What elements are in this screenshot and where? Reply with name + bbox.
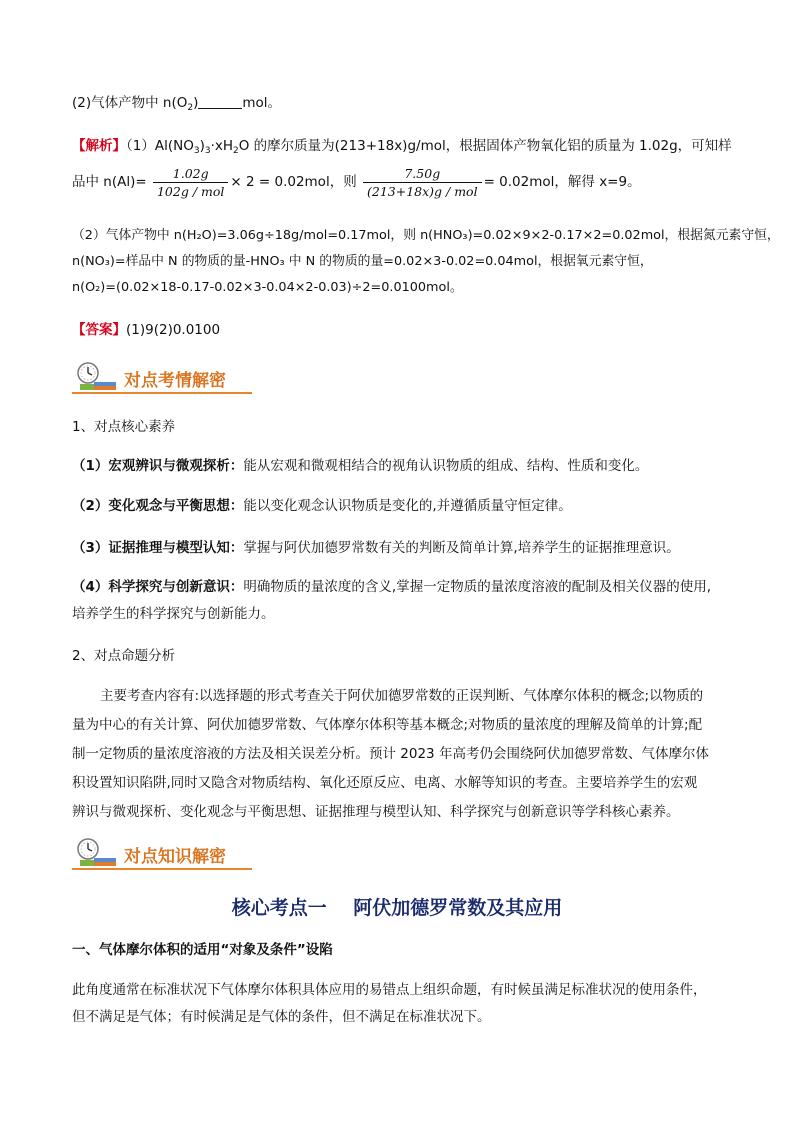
section-banner-knowledge [72,836,252,870]
analysis-tag: 【解析】 [72,138,126,154]
trap-heading: 一、气体摩尔体积的适用“对象及条件”设陷 [72,942,333,958]
analysis-para-line-4: 积设置知识陷阱,同时又隐含对物质结构、氧化还原反应、电离、水解等知识的考查。主要培养学生的宏观 [72,775,698,791]
fraction-2: $\frac{7.50g}{\text{(213+18x)g / mol}}$ [363,165,482,200]
analysis-line-5: n(O₂)=(0.02×18-0.17-0.02×3-0.04×2-0.03)÷2=0.0100mol。 [72,280,463,295]
section-1-heading: 1、对点核心素养 [72,419,176,435]
answer-blank [198,94,242,109]
section-banner-exam [72,360,252,394]
analysis-para-line-1: 主要考查内容有:以选择题的形式考查关于阿伏加德罗常数的正误判断、气体摩尔体积的概念;以物质的 [100,688,704,704]
answer-line: 【答案】(1)9(2)0.0100 [72,322,221,338]
analysis-para-line-5: 辨识与微观探析、变化观念与平衡思想、证据推理与模型认知、科学探究与创新意识等学科核心素养。 [72,804,680,820]
literacy-item-4: （4）科学探究与创新意识：明确物质的量浓度的含义,掌握一定物质的量浓度溶液的配制及相关仪器的使用, [72,579,711,595]
banner-underline [72,392,252,394]
clock-books-icon [72,360,118,392]
trap-line-2: 但不满足是气体；有时候满足是气体的条件，但不满足在标准状况下。 [72,1009,491,1025]
literacy-item-1: （1）宏观辨识与微观探析：能从宏观和微观相结合的视角认识物质的组成、结构、性质和变化。 [72,458,649,474]
analysis-line-1: 【解析】$(1)Al(NO_3)_3\cdot xH_2O$ 的摩尔质量为(213+18x)g/mol，根据固体产物氧化铝的质量为 1.02g，可知样 [72,138,732,156]
question-2-line: (2)气体产物中 $n(O_2)$ mol。 [72,95,282,113]
banner-underline [72,868,252,870]
literacy-item-4-cont: 培养学生的科学探究与创新能力。 [72,606,275,622]
analysis-line-4: n(NO₃)=样品中 N 的物质的量-HNO₃ 中 N 的物质的量=0.02×3-0.02=0.04mol，根据氧元素守恒， [72,254,653,269]
fraction-1: $\frac{1.02g}{\text{102g / mol}}$ [153,165,228,200]
section-2-heading: 2、对点命题分析 [72,648,176,664]
analysis-line-3: （2）气体产物中 n(H₂O)=3.06g÷18g/mol=0.17mol，则 n(HNO₃)=0.02×9×2-0.17×2=0.02mol，根据氮元素守恒， [72,228,780,243]
analysis-para-line-2: 量为中心的有关计算、阿伏加德罗常数、气体摩尔体积等基本概念;对物质的量浓度的理解及简单的计算;配 [72,717,703,733]
trap-line-1: 此角度通常在标准状况下气体摩尔体积具体应用的易错点上组织命题，有时候虽满足标准状况的使用条件， [72,982,707,998]
analysis-para-line-3: 制一定物质的量浓度溶液的方法及相关误差分析。预计 2023 年高考仍会围绕阿伏加德罗常数、气体摩尔体 [72,746,709,762]
core-point-title: 核心考点一 阿伏加德罗常数及其应用 [231,897,563,919]
banner-title: 对点考情解密 [124,371,226,391]
literacy-item-2: （2）变化观念与平衡思想：能以变化观念认识物质是变化的,并遵循质量守恒定律。 [72,498,572,514]
clock-books-icon [72,836,118,868]
literacy-item-3: （3）证据推理与模型认知：掌握与阿伏加德罗常数有关的判断及简单计算,培养学生的证据推理意识。 [72,540,680,556]
analysis-line-2: 品中 n(Al)= $\frac{1.02g}{\text{102g / mol}}$ × 2 = 0.02mol，则 $\frac{7.50g}{\text{(213+18x)g / mol}}$ = 0.02mol，解得 x=9。 [72,165,641,199]
banner-title: 对点知识解密 [124,847,226,867]
answer-tag: 【答案】 [72,322,126,338]
